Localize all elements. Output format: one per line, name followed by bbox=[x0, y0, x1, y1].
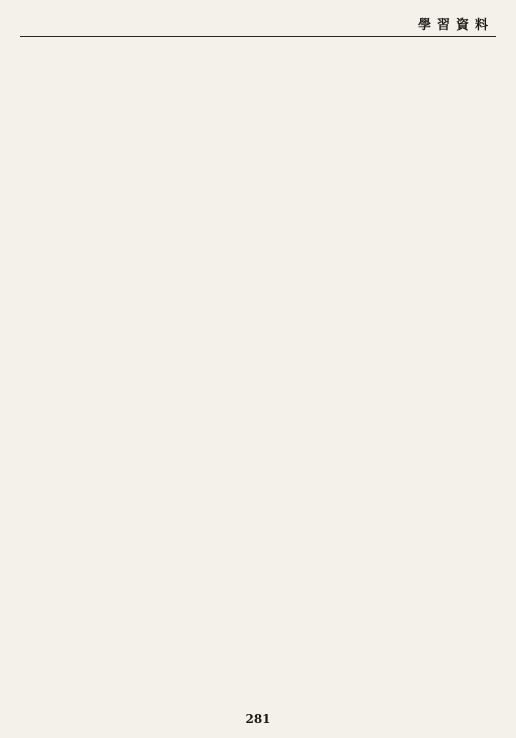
page-number: 281 bbox=[245, 712, 271, 726]
header-rule bbox=[20, 36, 496, 37]
running-head: 學習資料 bbox=[417, 18, 494, 33]
document-body bbox=[20, 44, 496, 698]
